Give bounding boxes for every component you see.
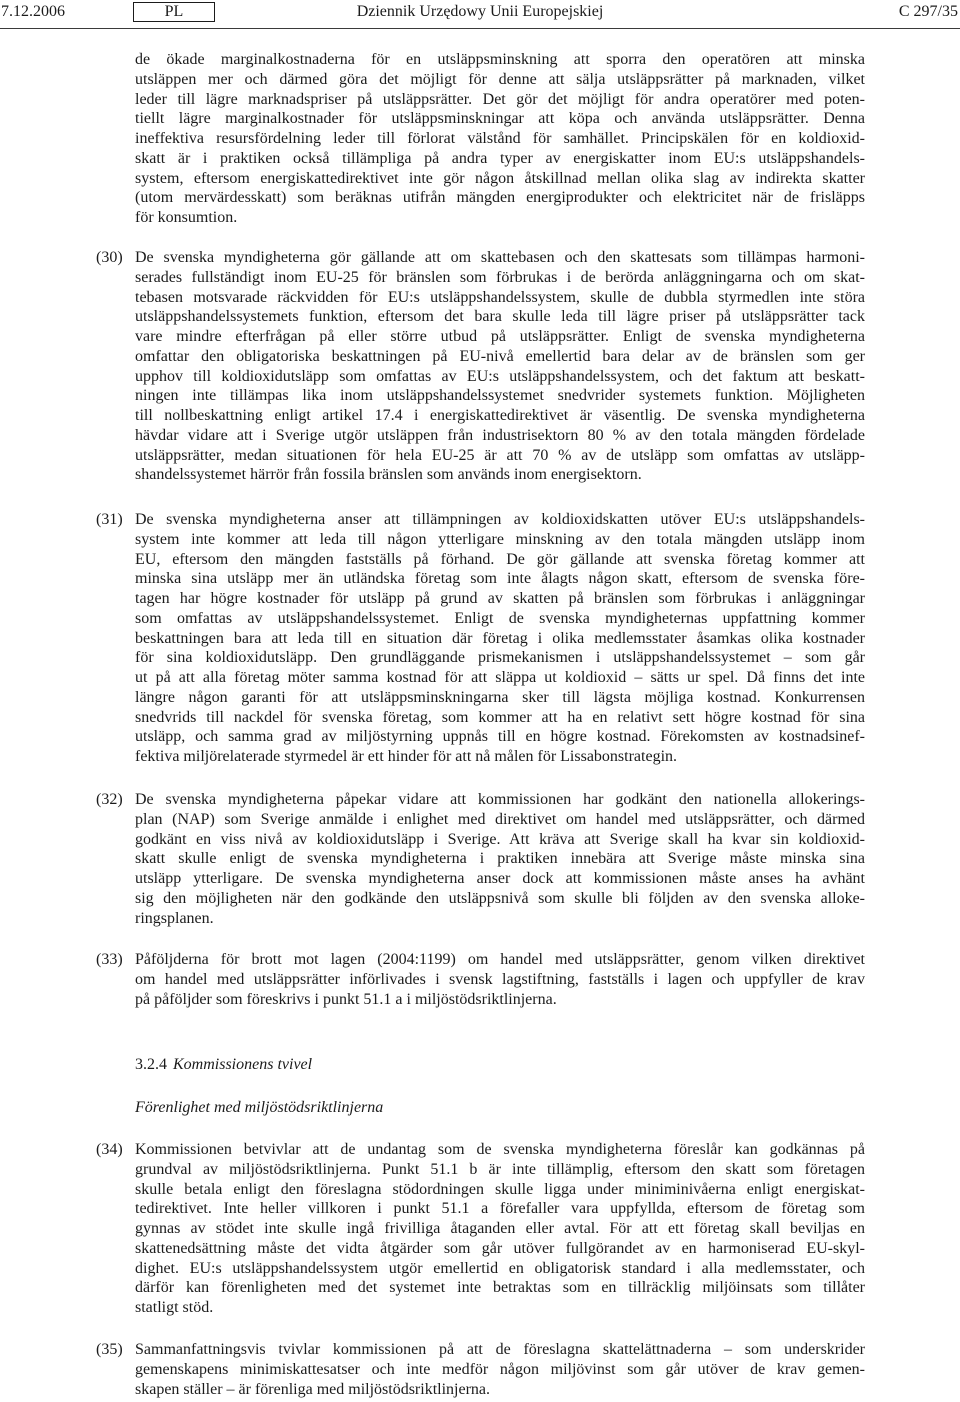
text-line: längre någon garanti för att utsläppsminskningarna sker till lägsta möjliga kostnad. Konkurrensen <box>135 688 865 706</box>
text-line: ningen inte tillämpas lika inom utsläppshandelssystemet snedvrider systemets funktion. Möjligheten <box>135 387 865 405</box>
text-line: för konsumtion. <box>135 209 238 226</box>
text-line: utsläppsrätter, medan situationen för hela EU-25 är att 70 % av de utsläpp som omfattas av utsläpp- <box>135 446 865 464</box>
section-heading <box>135 1055 865 1075</box>
text-line: som omfattas av utsläppshandelssystemet. Enligt de svenska myndigheternas uppfattning kommer <box>135 609 865 627</box>
text-line: upphov till koldioxidutsläpp som omfattas av EU:s utsläppshandelssystem, och det faktum att beskatt- <box>135 367 865 385</box>
page-reference: C 297/35 <box>898 3 958 20</box>
paragraph-32 <box>96 790 865 928</box>
text-line: tedirektivet. Inte heller villkoren i punkt 51.1 a förefaller vara uppfyllda, eftersom de företag som <box>135 1200 865 1218</box>
text-line: system inte kommer att leda till någon ytterligare minskning av den totala mängden utsläpp inom <box>135 530 865 548</box>
text-line: De svenska myndigheterna påpekar vidare att kommissionen har godkänt den nationella allokerings- <box>135 791 865 808</box>
text-line: fektiva miljörelaterade styrmedel är ett hinder för att nå målen för Lissabonstrategin. <box>135 748 678 765</box>
text-line: plan (NAP) som Sverige anmälde i enlighet med direktivet om handel med utsläppsrätter, och därmed <box>135 810 865 828</box>
text-line: minska sina utsläpp mer än utländska företag som inte ålagts någon skatt, eftersom de svenska före- <box>135 570 865 588</box>
header-rule <box>0 28 960 29</box>
page-header <box>0 0 960 30</box>
text-line: på påföljder som föreskrivs i punkt 51.1 a i miljöstödsriktlinjerna. <box>135 990 557 1008</box>
paragraph-continuation <box>135 50 865 228</box>
text-line: om handel med utsläppsrätter införlivades i svensk lagstiftning, fastställs i lagen och uppfyller de krav <box>135 970 865 988</box>
paragraph-number: (34) <box>96 1141 123 1158</box>
text-line: snedvrids till nackdel för svenska företag, som kommer att ha en relativt sett högre kostnad för sina <box>135 708 865 726</box>
paragraph-number: (31) <box>96 511 123 528</box>
text-line: utsläppen mer och därmed göra det möjligt för denne att sälja utsläppsrätter på marknaden, vilket <box>135 70 865 88</box>
text-line: skulle betala enligt den föreslagna stödordningen skulle ligga under miniminivåerna enligt energiskat- <box>135 1180 865 1198</box>
text-line: dighet. EU:s utsläppshandelssystem utgör emellertid en obligatorisk standard i alla medlemsstater, och <box>135 1259 865 1277</box>
text-line: leder till lägre marknadspriser på utsläppsrätter. Det gör det möjligt för andra operatörer med poten- <box>135 90 865 108</box>
text-line: därför kan förenligheten med det systemet inte betraktas som en tillräcklig miljöinsats som tillåter <box>135 1279 865 1297</box>
text-line: omfattar den obligatoriska beskattningen på EU-nivå emellertid bara delar av de bränslen som ger <box>135 347 865 365</box>
text-line: system, eftersom energiskattedirektivet inte gör någon åtskillnad mellan olika slag av indirekta skatter <box>135 169 865 187</box>
text-line: EU, eftersom den mängden fastställs på förhand. De gör gällande att svenska företag kommer att <box>135 550 865 568</box>
text-line: sig den möjligheten när den godkände den utsläppsnivå som skulle bli följden av den svenska alloke- <box>135 889 865 907</box>
text-line: Påföljderna för brott mot lagen (2004:1199) om handel med utsläppsrätter, genom vilken direktivet <box>135 951 865 968</box>
section-title: Kommissionens tvivel <box>173 1056 313 1073</box>
text-line: shandelssystemet härrör från fossila bränslen som används inom energisektorn. <box>135 466 642 484</box>
text-line: ringsplanen. <box>135 909 214 927</box>
paragraph-number: (32) <box>96 791 123 808</box>
text-line: (utom mervärdesskatt) som beräknas utifrån mängden energiprodukter och elektricitet när de frisläpps <box>135 189 865 207</box>
text-line: gemenskapens minimiskattesatser och inte medför någon miljövinst som går utöver de krav gemen- <box>135 1360 865 1378</box>
text-line: vare mindre efterfrågan på eller större utbud på utsläppsrätter. Enligt de svenska myndigheterna <box>135 328 865 345</box>
publication-date: 7.12.2006 <box>1 3 65 20</box>
text-line: grundval av miljöstödsriktlinjerna. Punkt 51.1 b är inte tillämplig, eftersom den skatt som företagen <box>135 1160 865 1178</box>
text-line: godkänt en viss nivå av koldioxidutsläpp i Sverige. Att kräva att Sverige skall ha kvar sin koldioxid- <box>135 830 865 848</box>
text-line: till nollbeskattning enligt artikel 17.4 i energiskattedirektivet är väsentlig. De svenska myndigheterna <box>135 407 865 424</box>
text-line: tebasen motsvarade räckvidden för EU:s utsläppshandelssystem, skulle de dubbla styrmedlen inte störa <box>135 288 865 306</box>
text-line: gynnas av stödet inte skulle ingå frivilliga åtaganden eller avtal. För att ett företag skall beviljas en <box>135 1220 865 1237</box>
paragraph-34 <box>96 1140 865 1318</box>
text-line: utsläpp ytterligare. De svenska myndigheterna anser dock att kommissionen måste anses ha avhänt <box>135 870 865 887</box>
text-line: tiellt lägre marginalkostnader för utsläppsminskningar att köpa och använda utsläppsrätter. Denna <box>135 110 865 128</box>
text-line: beskattningen bara att leda till en situation där företag i olika medlemsstater åsamkas olika kostnader <box>135 629 865 647</box>
text-line: De svenska myndigheterna gör gällande att om skattebasen och den skattesats som tillämpas harmoni- <box>135 249 865 266</box>
text-line: ut på att alla företag möter samma kostnad för att släppa ut koldioxid – sätts ur spel. Då finns det inte <box>135 669 865 686</box>
text-line: utsläpp, och samma grad av miljöstyrning uppnås till en högre kostnad. Förekomsten av kostnadsinef- <box>135 728 865 746</box>
paragraph-number: (35) <box>96 1341 123 1358</box>
text-line: De svenska myndigheterna anser att tillämpningen av koldioxidskatten utöver EU:s utsläppshandels- <box>135 511 865 528</box>
text-line: skatt skulle enligt de svenska myndigheterna i praktiken innebära att Sverige måste minska sina <box>135 850 865 868</box>
text-line: skapen ställer – är förenliga med miljöstödsriktlinjerna. <box>135 1380 491 1398</box>
paragraph-35 <box>96 1340 865 1399</box>
paragraph-number: (30) <box>96 249 123 266</box>
paragraph-30 <box>96 248 865 485</box>
subheading: Förenlighet med miljöstödsriktlinjerna <box>135 1099 384 1116</box>
language-code-box: PL <box>133 2 215 22</box>
paragraph-33 <box>96 950 865 1009</box>
text-line: de ökade marginalkostnaderna för en utsläppsminskning att sporra den operatören att minska <box>135 51 865 68</box>
text-line: utsläppshandelssystemets funktion, eftersom det bara skulle leda till lägre priser på utsläppsrätter tack <box>135 308 865 326</box>
text-line: skatt är i praktiken också tillämpliga på andra typer av energiskatter inom EU:s utsläppshandels- <box>135 149 865 167</box>
paragraph-31 <box>96 510 865 767</box>
text-line: Sammanfattningsvis tvivlar kommissionen på att de föreslagna skattelättnaderna – som underskrider <box>135 1341 865 1358</box>
text-line: tagen har högre kostnader för utsläpp på grund av skatten på bränslen som förbrukas i anläggningar <box>135 590 865 607</box>
text-line: hävdar vidare att i Sverige utgör utsläppen från industrisektorn 80 % av den totala mängden fördelade <box>135 426 865 444</box>
journal-title: Dziennik Urzędowy Unii Europejskiej <box>356 3 604 20</box>
text-line: ineffektiva resursfördelning leder till förlorat välstånd för samhället. Principskälen för en koldioxid- <box>135 130 865 147</box>
section-number: 3.2.4 <box>135 1056 167 1073</box>
text-line: serades fullständigt inom EU-25 för bränslen som förbrukas i de berörda anläggningarna och om skat- <box>135 268 865 286</box>
text-line: för sina koldioxidutsläpp. Den grundläggande prismekanismen i utsläppshandelssystemet – som går <box>135 649 865 667</box>
text-line: Kommissionen betvivlar att de undantag som de svenska myndigheterna föreslår kan godkännas på <box>135 1141 865 1158</box>
text-line: skattenedsättning måste det vidta åtgärder som går utöver fullgörandet av en harmoniserad EU-skyl- <box>135 1239 865 1257</box>
text-line: statligt stöd. <box>135 1299 214 1316</box>
paragraph-number: (33) <box>96 951 123 968</box>
